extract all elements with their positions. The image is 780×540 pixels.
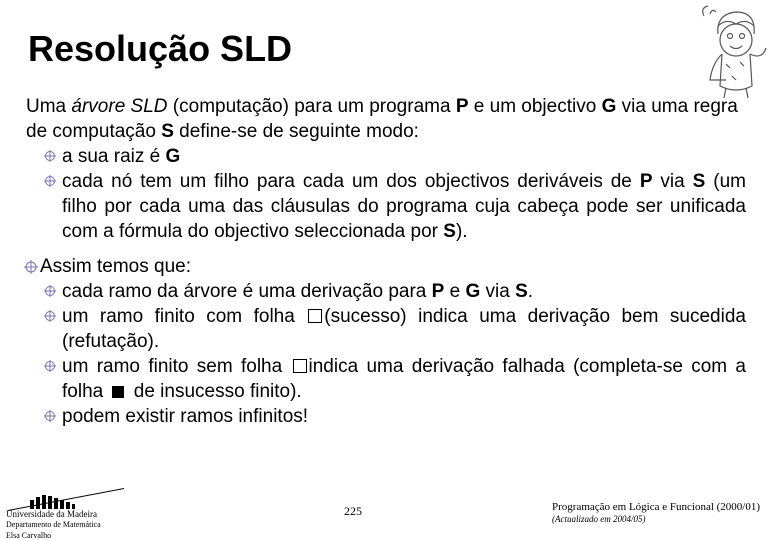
updated-note: (Actualizado em 2004/05) <box>552 514 646 524</box>
crosshair-bullet-icon <box>44 285 56 297</box>
intro-paragraph: Uma árvore SLD (computação) para um programa P e um objectivo G via uma regra de computação S define-se de seguinte modo: <box>26 96 738 142</box>
crosshair-bullet-icon <box>44 410 56 422</box>
crosshair-bullet-icon <box>44 150 56 162</box>
caveman-cartoon-icon <box>696 4 776 100</box>
assim-item-failure: um ramo finito sem folha indica uma derivação falhada (completa-se com a folha de insucesso finito). <box>26 354 746 404</box>
assim-item-branch: cada ramo da árvore é uma derivação para P e G via S. <box>26 279 746 304</box>
department-name: Departamento de Matemática <box>6 520 101 529</box>
crosshair-bullet-icon <box>24 260 38 274</box>
university-name: Universidade da Madeira <box>6 509 97 519</box>
author-name: Elsa Carvalho <box>6 531 52 540</box>
crosshair-bullet-icon <box>44 310 56 322</box>
sld-tree-term: árvore SLD <box>71 96 168 117</box>
definition-item-children: cada nó tem um filho para cada um dos objectivos deriváveis de P via S (um filho por cada uma das cláusulas do programa cuja cabeça pode ser unificada com a fórmula do objectivo seleccionada por S). <box>26 169 746 244</box>
assim-heading: Assim temos que: <box>26 254 746 279</box>
page-number: 225 <box>344 504 362 518</box>
crosshair-bullet-icon <box>44 360 56 372</box>
course-name: Programação em Lógica e Funcional (2000/01) <box>552 501 761 513</box>
filled-square-icon <box>112 386 124 398</box>
definition-item-root: a sua raiz é G <box>26 144 746 169</box>
assim-item-success: um ramo finito com folha (sucesso) indica uma derivação bem sucedida (refutação). <box>26 304 746 354</box>
empty-square-icon <box>293 359 307 373</box>
slide-body <box>26 94 746 429</box>
empty-square-icon <box>308 309 322 323</box>
page-title: Resolução SLD <box>28 28 293 69</box>
crosshair-bullet-icon <box>44 175 56 187</box>
assim-item-infinite: podem existir ramos infinitos! <box>26 404 746 429</box>
